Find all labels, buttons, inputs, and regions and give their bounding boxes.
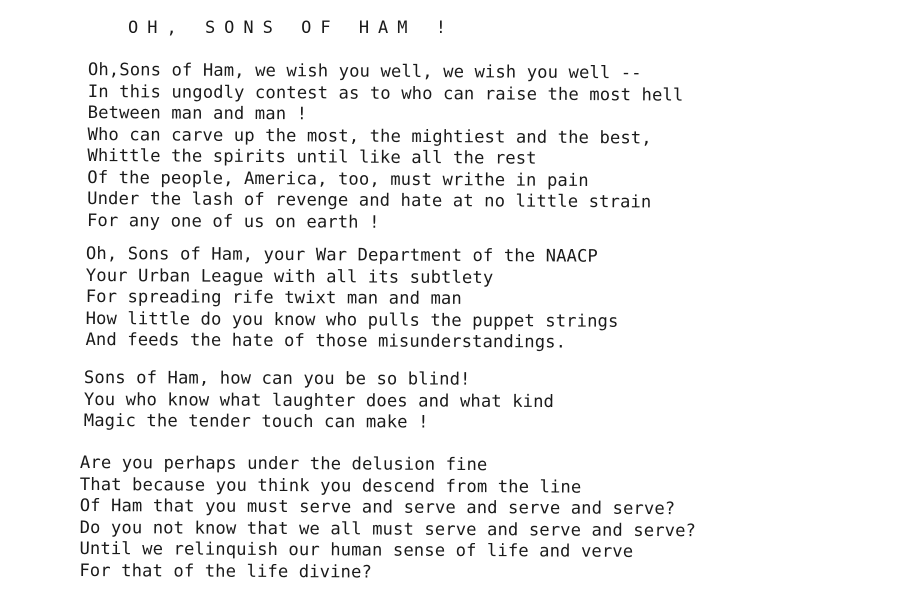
poem-line: Oh,Sons of Ham, we wish you well, we wish you well -- (87, 60, 642, 84)
poem-line: Between man and man ! (87, 102, 308, 125)
poem-line: Of Ham that you must serve and serve and serve and serve? (79, 495, 676, 520)
poem-line: For spreading rife twixt man and man (85, 286, 462, 309)
poem-line: Until we relinquish our human sense of life and verve (79, 538, 634, 562)
poem-line: That because you think you descend from the line (79, 474, 582, 498)
poem-line: Sons of Ham, how can you be so blind! (83, 368, 471, 390)
poem-line: Are you perhaps under the delusion fine (79, 453, 488, 476)
poem-line: In this ungodly contest as to who can raise the most hell (87, 81, 684, 106)
stanza-2 (85, 244, 618, 354)
poem-line: Your Urban League with all its subtlety (85, 265, 494, 288)
poem-line: Do you not know that we all must serve and serve and serve? (79, 517, 697, 541)
poem-line: Oh, Sons of Ham, your War Department of the NAACP (85, 244, 598, 267)
poem-line: For that of the life divine? (79, 560, 372, 583)
poem-title: OH, SONS OF HAM ! (128, 18, 455, 38)
stanza-4 (79, 453, 696, 585)
poem-line: You who know what laughter does and what kind (83, 389, 555, 412)
poem-line: Whittle the spirits until like all the rest (87, 145, 537, 169)
poem-line: Who can carve up the most, the mightiest and the best, (87, 124, 652, 148)
poem-line: Under the lash of revenge and hate at no little strain (87, 188, 652, 213)
poem-line: And feeds the hate of those misunderstandings. (85, 329, 567, 353)
poem-line: For any one of us on earth ! (86, 210, 380, 233)
poem-line: Of the people, America, too, must writhe in pain (87, 167, 589, 191)
stanza-3 (84, 368, 554, 435)
stanza-1 (87, 60, 684, 236)
poem-line: How little do you know who pulls the puppet strings (85, 308, 619, 332)
poem-line: Magic the tender touch can make ! (83, 410, 429, 433)
